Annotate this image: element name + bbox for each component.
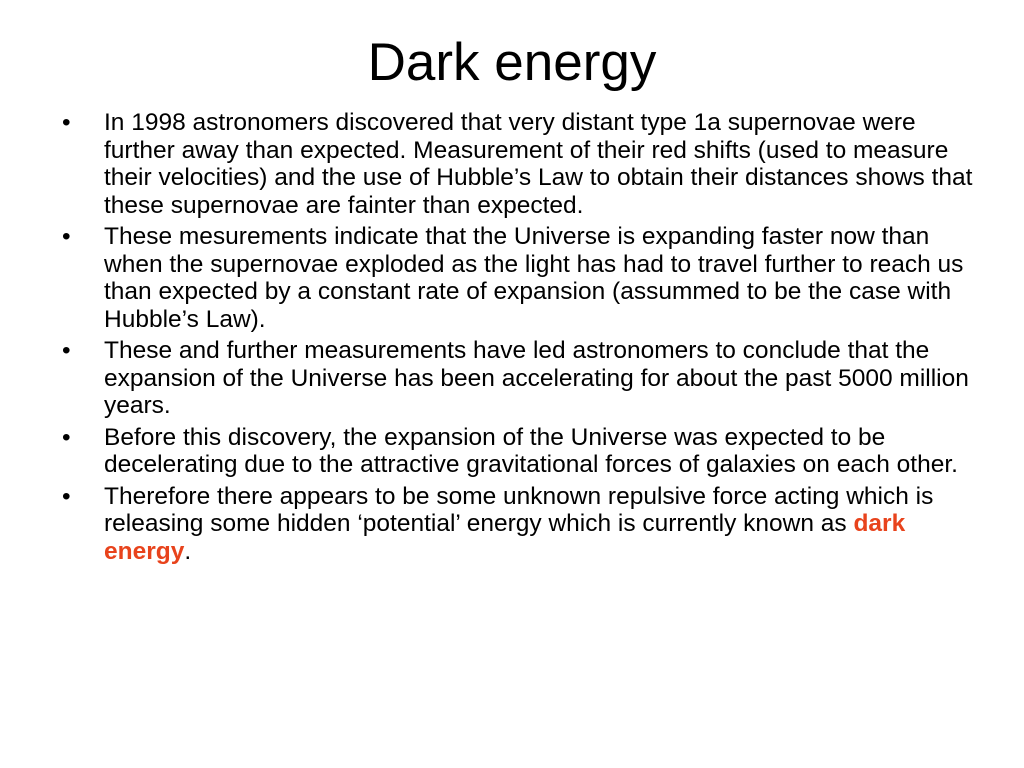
bullet-list (62, 109, 982, 569)
bullet-item (62, 337, 982, 420)
bullet-text: Before this discovery, the expansion of the Universe was expected to be decelerating due to the attractive gravitational forces of galaxies on each other. (104, 423, 958, 478)
bullet-marker: • (62, 423, 71, 451)
bullet-marker: • (62, 337, 71, 364)
dark-energy-emphasis: dark energy (104, 510, 906, 565)
bullet-text-before: Therefore there appears to be some unknown repulsive force acting which is releasing some hidden ‘potential’ energy which is currently known as (104, 482, 934, 537)
bullet-text-after: . (184, 537, 192, 565)
bullet-item (62, 483, 982, 566)
bullet-text: In 1998 astronomers discovered that very distant type 1a supernovae were further away than expected. Measurement of their red shifts (used to measure their velocities) and the use of Hubble’s Law to obtain their distances shows that these supernovae are fainter than expected. (104, 109, 973, 219)
bullet-marker: • (62, 482, 71, 510)
bullet-marker: • (62, 223, 71, 250)
bullet-item (62, 424, 982, 479)
bullet-text: These and further measurements have led astronomers to conclude that the expansion of the Universe has been accelerating for about the past 5000 million years. (104, 337, 969, 419)
bullet-item (62, 109, 982, 219)
bullet-item (62, 223, 982, 333)
slide-title: Dark energy (367, 33, 657, 92)
bullet-marker: • (62, 109, 71, 136)
bullet-text: These mesurements indicate that the Universe is expanding faster now than when the supernovae exploded as the light has had to travel further to reach us than expected by a constant rate of expansion (assummed to be the case with Hubble’s Law). (104, 223, 964, 333)
